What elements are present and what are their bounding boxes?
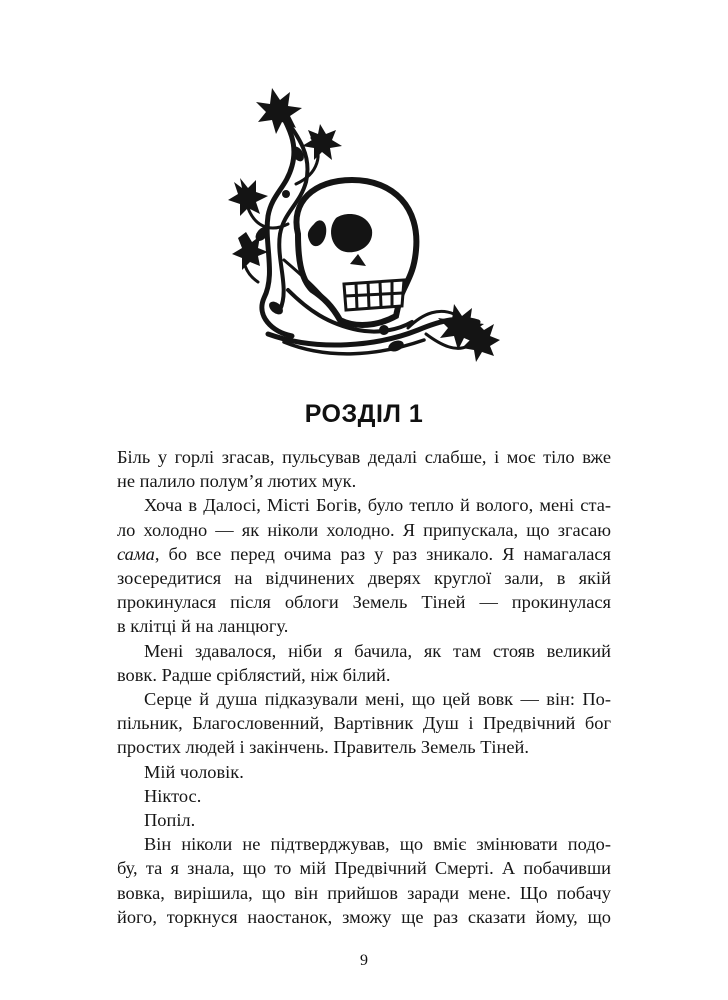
skull-with-ivy-vines-icon xyxy=(228,84,500,380)
text-line: його, торкнуся наостанок, зможу ще раз сказати йому, що xyxy=(117,906,611,927)
text-line: Хоча в Далосі, Місті Богів, було тепло й вологo, мені ста- xyxy=(144,495,611,516)
emphasis: сама xyxy=(117,543,155,564)
text-line: Попіл. xyxy=(144,810,196,831)
chapter-title: РОЗДІЛ 1 xyxy=(304,400,424,428)
text-line: прокинулася після облоги Земель Тіней — прокинулася xyxy=(117,592,611,613)
text-line: вовка, вирішила, що він прийшов заради мене. Що побачу xyxy=(117,882,611,903)
text-line: Серце й душа підказували мені, що цей вовк — він: По- xyxy=(144,689,611,710)
text-line: пільник, Благословенний, Вартівник Душ і Предвічний бог xyxy=(117,713,611,734)
text-line: Мій чоловік. xyxy=(144,761,244,782)
chapter-body-text xyxy=(117,445,611,929)
text-line: Біль у горлі згасав, пульсував дедалі слабше, і моє тіло вже xyxy=(117,447,611,467)
text-line: бу, та я знала, що то мій Предвічний Смерті. А побачивши xyxy=(117,858,611,879)
text-line: в клітці й на ланцюгу. xyxy=(117,616,289,637)
text-line: Ніктос. xyxy=(144,785,202,806)
text-line: ло холодно — як ніколи холодно. Я припускала, що згасаю xyxy=(117,519,611,540)
text-line: вовк. Радше сріблястий, ніж білий. xyxy=(117,664,391,685)
text-line: сама, бо все перед очима раз у раз зникало. Я намагалася xyxy=(117,543,611,564)
text-line: зосередитися на відчинених дверях круглої зали, в якій xyxy=(117,568,611,589)
text-line: Він ніколи не підтверджував, що вміє змінювати подо- xyxy=(144,834,611,855)
text-line: Мені здавалося, ніби я бачила, як там стояв великий xyxy=(144,640,611,661)
page-number: 9 xyxy=(360,952,368,969)
text-line: простих людей і закінчень. Правитель Земель Тіней. xyxy=(117,737,529,758)
text-line: не палило полум’я лютих мук. xyxy=(117,471,357,492)
